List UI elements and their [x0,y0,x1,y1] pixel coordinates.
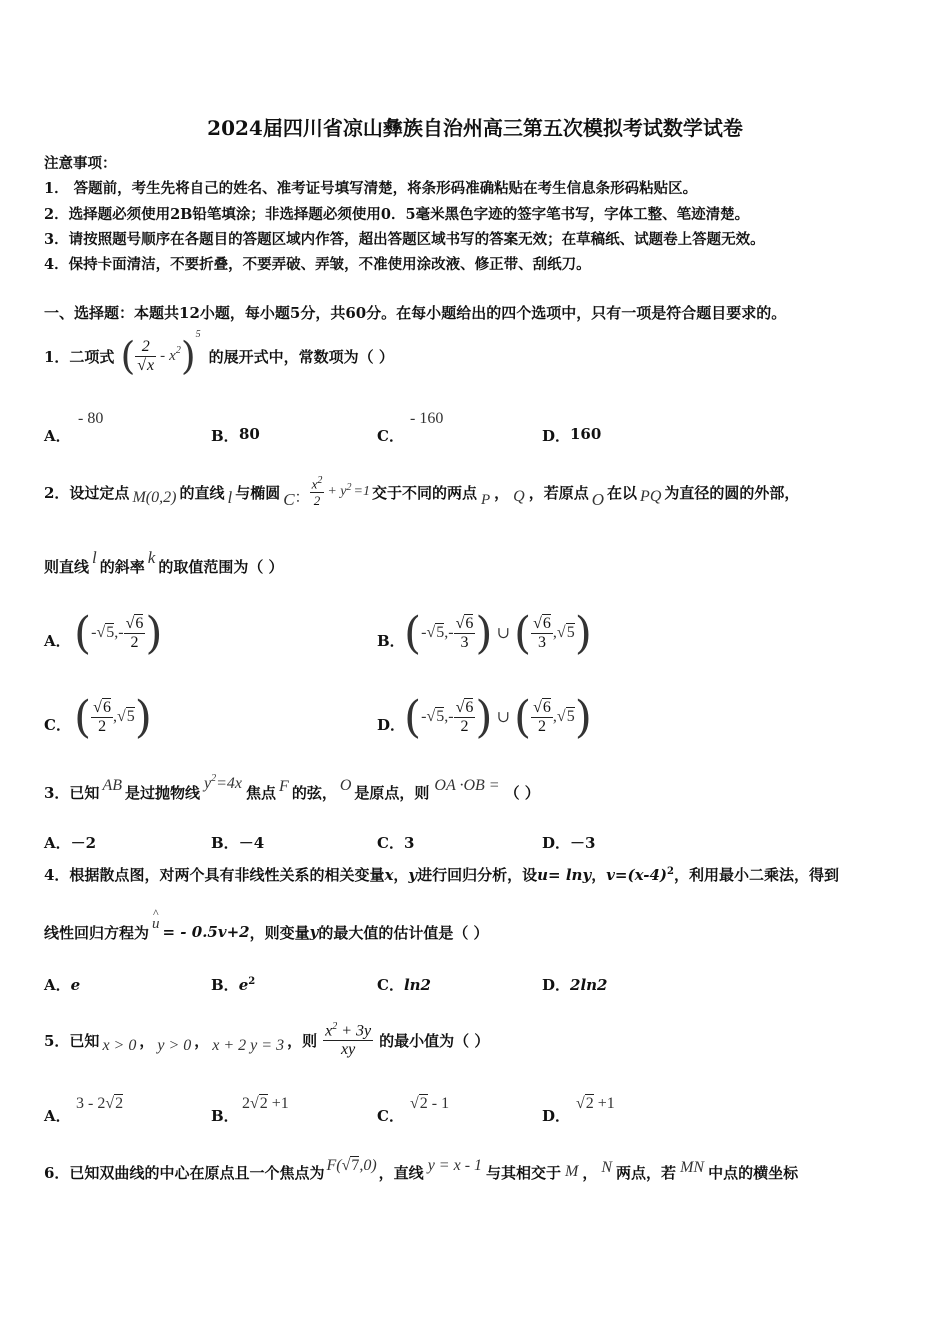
note-item: 1． 答题前，考生先将自己的姓名、准考证号填写清楚，将条形码准确粘贴在考生信息条形码粘贴区。 [44,180,698,197]
radicand: 6 [542,698,551,716]
radicand: 5 [566,624,575,641]
numerator: √6 [93,698,111,716]
radicand: 6 [542,614,551,632]
q2-ellipse-eq: =1 [353,484,370,499]
left-paren: ( [404,607,422,659]
left-paren: ( [404,691,422,743]
right-paren: ) [145,607,163,659]
q1-option-c-value: - 160 [410,410,444,427]
q4-option-d [542,974,608,995]
left-paren: ( [74,607,92,659]
q2-point-q: Q [513,488,525,505]
denominator: 2 [98,717,107,735]
q3-focus-f: F [279,778,289,795]
q1-option-b-value: 80 [239,425,260,443]
radicand: 6 [465,614,474,632]
fraction [454,699,476,736]
q1-suffix: 的展开式中，常数项为（ ） [208,347,394,366]
left-paren: ( [120,334,136,378]
q2-line-l: l [227,488,233,507]
q3-text: 是原点，则 [354,783,430,802]
q3-option-b [211,832,264,853]
denominator: 2 [130,633,139,651]
q1-option-d-value: 160 [570,425,602,443]
radicand: 6 [465,698,474,716]
q6-focus-open: F( [326,1157,342,1174]
option-label: B． [211,834,239,852]
q4-comma: ， [591,866,607,884]
q2-option-b-value [404,603,592,663]
q2-option-a-value [74,603,163,663]
option-label: D． [542,976,571,994]
radicand: 5 [106,624,115,641]
q2-ellipse-frac [310,475,325,509]
q2-text: 为直径的圆的外部， [664,483,800,502]
q3-chord-ab: AB [102,777,122,794]
separator: ,- [444,624,454,641]
q1-den-radicand: x [147,356,155,374]
q5-option-b-label: B． [211,1107,239,1125]
q5-cond-sum: x + 2 y = 3 [212,1037,285,1054]
option-label: C． [377,976,404,994]
denominator: 3 [538,633,547,651]
note-item: 3．请按照题号顺序在各题目的答题区域内作答，超出答题区域书写的答案无效；在草稿纸、试题卷上答题无效。 [44,231,765,248]
option-value-tail: +1 [593,1095,615,1112]
radicand: 6 [102,698,111,716]
q5-option-d-value: √2 +1 [576,1095,615,1112]
option-label: A． [44,834,71,852]
radicand: 2 [259,1095,268,1112]
question-4 [44,864,839,885]
separator: ,- [444,708,454,725]
q2-ell-x: x [311,476,318,492]
q4-v-def: v=(x-4) [606,866,668,884]
q2-ell-x-exp: 2 [317,474,323,486]
sqrt-sign: √5 [556,624,575,641]
q5-option-b-value: 2√2 +1 [242,1095,289,1112]
sqrt-sign: √5 [426,624,445,641]
q4-text: ，则变量 [249,923,310,942]
q6-point-m: M [565,1163,579,1180]
q6-focus-close: ,0) [359,1157,377,1174]
separator: ,- [114,624,124,641]
sqrt-sign: √ [341,1157,351,1174]
left-paren: ( [513,691,532,743]
q2-comma: ， [494,483,510,502]
hat-icon: ^ [153,905,159,920]
q4-regression-eq: = - 0.5v+2 [162,923,250,941]
page-title: 2024届四川省凉山彝族自治州高三第五次模拟考试数学试卷 [207,116,743,140]
denominator: 2 [538,717,547,735]
q5-text: ，则 [287,1031,318,1050]
option-label: D． [542,834,571,852]
q2-origin-o: O [591,490,605,509]
q3-text: 焦点 [246,783,277,802]
q2-line-l: l [92,548,97,567]
q2-colon: ： [294,489,310,506]
q5-num-x: x [325,1022,333,1040]
radicand: 5 [126,708,135,725]
q2-point-p: P [480,491,491,508]
note-item: 4．保持卡面清洁，不要折叠，不要弄破、弄皱，不准使用涂改液、修正带、刮纸刀。 [44,256,591,273]
q5-option-d-label: D． [542,1107,571,1125]
radicand: 5 [566,708,575,725]
q2-option-d-value [404,687,592,747]
q4-u: u [152,915,160,932]
q3-parabola: y [204,775,212,792]
option-value: 3 - 2 [76,1095,106,1112]
option-value: e [238,976,249,994]
q5-cond-x: x > 0 [102,1037,137,1054]
q4-u-hat [152,905,160,933]
q1-x: x [169,347,176,364]
q2-text: 的直线 [179,483,225,502]
right-paren: ) [134,691,152,743]
q2-text: ，若原点 [528,483,589,502]
q4-text: 的最大值的估计值是（ ） [318,923,489,942]
q2-text: 则直线 [44,557,90,576]
left-paren: ( [74,691,92,743]
q4-var-y: y [309,923,319,941]
q4-text: ，利用最小二乘法，得到 [674,866,840,884]
option-label: B． [211,976,239,994]
q2-text: 在以 [607,483,638,502]
q5-text: 的最小值为（ ） [379,1031,490,1050]
question-1 [44,326,394,386]
q2-slope-k: k [147,548,156,567]
q2-option-d-label: D． [377,716,406,734]
option-value-tail: - 1 [427,1095,450,1112]
q4-text: 进行回归分析，设 [417,866,538,884]
option-value: －3 [570,834,596,852]
q2-text: 的斜率 [99,557,145,576]
q4-option-c [377,974,431,995]
q3-option-a [44,832,96,853]
q6-text: 与其相交于 [486,1163,562,1182]
q3-text: （ ） [504,783,540,802]
sqrt-sign: √5 [96,624,115,641]
q5-option-c-value: √2 - 1 [410,1095,450,1112]
sqrt-sign: √5 [426,708,445,725]
q1-exponent: 5 [195,328,201,340]
right-paren: ) [475,607,493,659]
separator: , [112,708,117,725]
q3-parabola-rhs: =4x [216,775,243,792]
q5-numerator [323,1021,373,1041]
q3-origin-o: O [339,777,352,794]
q2-ellipse-y-exp: 2 [346,481,352,493]
q6-text: 中点的横坐标 [708,1163,799,1182]
denominator: 2 [460,717,469,735]
q5-num-exp: 2 [332,1020,338,1032]
q5-denominator: xy [341,1041,356,1059]
q2-segment-pq: PQ [640,488,662,505]
sqrt-sign: √5 [116,708,135,725]
option-exp: 2 [248,976,256,987]
numerator: √6 [125,614,144,632]
radicand: 6 [135,614,144,632]
radicand: 7 [351,1157,360,1174]
q2-ellipse-y: + y [327,484,347,499]
union-sign: ∪ [496,625,510,642]
q6-focus [326,1157,376,1175]
sqrt-sign: √5 [556,708,575,725]
q6-text: 两点，若 [616,1163,677,1182]
q5-cond-y: y > 0 [157,1037,192,1054]
q5-option-a-value: 3 - 2√2 [76,1095,124,1112]
q1-option-a-label: A． [44,427,71,445]
radicand: 2 [585,1095,594,1112]
radicand: 2 [115,1095,124,1112]
q5-option-c-label: C． [377,1107,404,1125]
numerator: √6 [533,698,551,716]
union-sign: ∪ [496,709,510,726]
minus-sign: - [91,624,97,641]
q2-text: 与椭圆 [235,483,281,502]
q3-option-c [377,832,414,853]
q4-text: 线性回归方程为 [44,923,150,942]
q3-text: 3．已知 [44,783,100,802]
q2-option-a-label: A． [44,632,71,650]
radicand: 5 [436,624,445,641]
q4-comma: ， [393,866,409,884]
q4-option-a [44,974,80,995]
question-2-line2 [44,546,284,586]
option-label: C． [377,834,404,852]
fraction [531,615,553,652]
q6-segment-mn: MN [680,1159,705,1176]
q1-minus: - [160,347,166,364]
fraction [124,615,146,652]
fraction [91,699,113,736]
numerator: √6 [455,614,474,632]
question-3 [44,772,540,812]
q2-text: 2．设过定点 [44,483,130,502]
q1-fraction [135,338,156,375]
option-value: 3 [403,834,415,852]
q2-ellipse-den: 2 [313,493,321,509]
radicand: 2 [419,1095,428,1112]
radicand: 5 [436,708,445,725]
q4-v-exp: 2 [667,866,674,877]
q6-line-eq: y = x - 1 [427,1157,483,1174]
q4-var-y: y [408,866,418,884]
notes-heading: 注意事项： [44,155,117,172]
q2-ellipse-c: C [283,490,295,509]
q3-parabola-exp: 2 [211,772,217,784]
minus-sign: - [421,624,427,641]
q1-fraction-num: 2 [135,338,156,357]
q5-sep: ， [139,1031,155,1050]
q5-fraction [323,1021,373,1059]
question-6 [44,1152,798,1192]
q6-text: 6．已知双曲线的中心在原点且一个焦点为 [44,1163,325,1182]
q5-text: 5．已知 [44,1031,100,1050]
option-value: 2 [242,1095,250,1112]
right-paren: ) [475,691,493,743]
q2-ellipse-num [310,475,325,493]
q2-text: 交于不同的两点 [371,483,477,502]
q2-point-m: M(0,2) [132,489,177,506]
q5-sep: ， [194,1031,210,1050]
q5-option-a-label: A． [44,1107,71,1125]
q6-text: ，直线 [378,1163,424,1182]
q2-text: 的取值范围为（ ） [158,557,284,576]
q1-fraction-den: √x [137,356,155,374]
q1-option-b-label: B． [211,427,239,445]
right-paren: ) [574,691,592,743]
q1-option-c-label: C． [377,427,404,445]
q3-text: 是过抛物线 [124,783,200,802]
q3-option-d [542,832,595,853]
q3-text: 的弦， [291,783,337,802]
option-value: －4 [238,834,265,852]
option-value: 2ln2 [570,976,608,994]
q5-num-rest: + 3y [337,1022,372,1040]
q2-option-b-label: B． [377,632,405,650]
question-5 [44,1012,489,1068]
section-heading: 一、选择题：本题共12小题，每小题5分，共60分。在每小题给出的四个选项中，只有一项是符合题目要求的。 [44,304,787,322]
q4-u-def: u= lny [537,866,592,884]
right-paren: ) [574,607,592,659]
q2-option-c-label: C． [44,716,71,734]
q6-point-n: N [601,1159,613,1176]
q4-var-x: x [384,866,394,884]
numerator: √6 [455,698,474,716]
separator: , [552,708,557,725]
q1-x-exp: 2 [175,344,181,356]
option-value: e [70,976,81,994]
q6-comma: ， [582,1163,598,1182]
option-value-tail: +1 [267,1095,289,1112]
separator: , [552,624,557,641]
numerator: √6 [533,614,551,632]
fraction [454,615,476,652]
question-2 [44,470,799,514]
q2-option-c-value [74,687,152,747]
minus-sign: - [421,708,427,725]
fraction [531,699,553,736]
right-paren: ) [180,334,196,378]
q4-text: 4．根据散点图，对两个具有非线性关系的相关变量 [44,866,385,884]
q1-prefix: 1．二项式 [44,347,115,366]
option-label: A． [44,976,71,994]
denominator: 3 [460,633,469,651]
option-value: －2 [70,834,97,852]
q1-option-a-value: - 80 [78,410,104,427]
q4-option-b [211,974,255,995]
left-paren: ( [513,607,532,659]
note-item: 2．选择题必须使用2B铅笔填涂；非选择题必须使用0．5毫米黑色字迹的签字笔书写，字体工整、笔迹清楚。 [44,206,750,223]
q3-dot-product: OA ·OB = [434,777,500,794]
question-4-line2 [44,905,489,952]
option-value: ln2 [403,976,431,994]
q1-option-d-label: D． [542,427,571,445]
